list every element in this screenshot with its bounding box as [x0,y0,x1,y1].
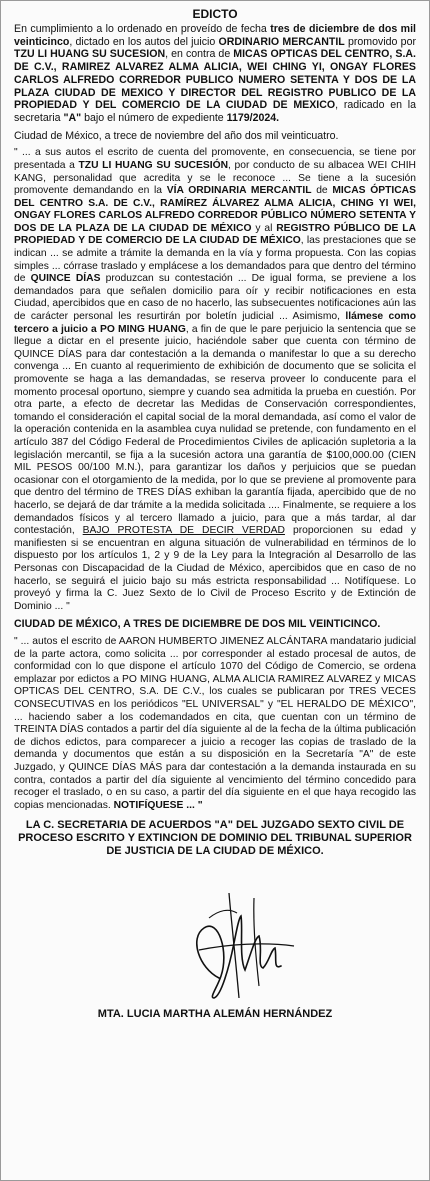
text-bold: TZU LI HUANG SU SUCESION [14,48,166,61]
text-bold: TZU LI HUANG SU SUCESIÓN [78,159,229,171]
text-bold: NOTIFÍQUESE ... " [113,799,203,811]
text-segment: En cumplimiento a lo ordenado en proveído de fecha [14,23,271,35]
text-segment: bajo el número de expediente [81,111,227,124]
text-segment: , en contra de [165,48,234,61]
text-segment: , por conducto de su albacea WEI CHIH KANG, personalidad que acredita y se le reconoce ... Se tiene a la sucesión promovente demandando en la [14,159,416,197]
text-underlined: BAJO PROTESTA DE DECIR VERDAD [82,525,285,537]
text-segment: , dictado en los autos del juicio [69,35,219,48]
text-bold: MICAS OPTICAS DEL CENTRO, S.A. DE C.V., RAMIREZ ALVAREZ ALMA ALICIA, WEI CHING YI, ONGAY FLORES CARLOS ALFREDO CORREDOR PUBLICO NUMERO SETENTA Y DOS DE LA PLAZA CIUDAD DE MEXICO Y DIRECTOR DEL REGISTRO PUBLICO DE LA PROPIEDAD Y DEL COMERCIO DE LA CIUDAD DE MEXICO [14,48,416,112]
edict-date-line: Ciudad de México, a trece de noviembre del año dos mil veinticuatro. [14,129,339,142]
edict-intro-paragraph [14,23,416,125]
text-segment: " ... a sus autos el escrito de cuenta del promovente, en consecuencia, se tiene por presentada a [14,147,416,171]
signature-block [14,858,416,1028]
text-bold: tres de diciembre de dos mil veinticinco [14,23,416,48]
text-segment: y al [251,222,277,234]
edict-order-paragraph [14,147,416,613]
text-segment: de [311,185,333,197]
text-bold: REGISTRO PÚBLICO DE LA PROPIEDAD Y DE COMERCIO DE LA CIUDAD DE MÉXICO [14,222,416,247]
text-bold: VÍA ORDINARIA MERCANTIL [166,185,312,197]
text-segment: proporcionen su edad y manifiesten si se encuentran en alguna situación de vulnerabilidad en términos de lo dispuesto por los artículos 1, 2 y 9 de la Ley para la Integración al Desarrollo de las Personas con Discapacidad de la Ciudad de México, apercibidos que en caso de no hacerlo, se seguirá el juicio bajo su más estricta responsabilidad ... Notifíquese. Lo proveyó y firma la C. Juez Sexto de lo Civil de Proceso Escrito y de Extinción de Dominio ... " [14,525,416,612]
text-segment: " ... autos el escrito de AARON HUMBERTO JIMENEZ ALCÁNTARA mandatario judicial de la parte actora, como solicita ... por corresponder al estado procesal de autos, de conformidad con lo que dispone el artículo 1070 del Código de Comercio, se ordena emplazar por edictos a PO MING HUANG, ALMA ALICIA RAMIREZ ALVAREZ y MICAS OPTICAS DEL CENTRO, S.A. DE C.V., los cuales se publicaran por TRES VECES CONSECUTIVAS en los periódicos "EL UNIVERSAL" y "EL HERALDO DE MÉXICO", ... haciendo saber a los codemandados en cita, que cuentan con un término de TREINTA DÍAS contados a partir del día siguiente al de la fecha de la última publicación de dichos edictos, para comparecer a juicio a recoger las copias de traslado de la demanda y documentos que están a su disposición en la Secretaría "A" de este Juzgado, y QUINCE DÍAS MÁS para dar contestación a la demanda instaurada en su contra, contados a partir del día siguiente al vencimiento del término concedido para recoger el traslado, o en su caso, a partir del día siguiente en el que haya recogido las copias mencionadas. [14,636,416,811]
text-bold: "A" [63,111,82,124]
edict-summons-paragraph [14,636,416,812]
text-bold: ORDINARIO MERCANTIL [218,35,345,48]
secretary-title: LA C. SECRETARIA DE ACUERDOS "A" DEL JUZGADO SEXTO CIVIL DE PROCESO ESCRITO Y EXTINCION DE DOMINIO DEL TRIBUNAL SUPERIOR DE JUSTICIA DE LA CIUDAD DE MÉXICO. [18,819,412,857]
edict-second-date-line: CIUDAD DE MÉXICO, A TRES DE DICIEMBRE DE DOS MIL VEINTICINCO. [14,618,381,631]
text-bold: MICAS ÓPTICAS DEL CENTRO S.A. DE C.V., RAMÍREZ ÁLVAREZ ALMA ALICIA, CHING YI WEI, ONGAY FLORES CARLOS ALFREDO CORREDOR PÚBLICO NÚMERO SETENTA Y DOS DE LA PLAZA DE LA CIUDAD DE MÉXICO [14,185,416,234]
signer-name: MTA. LUCIA MARTHA ALEMÁN HERNÁNDEZ [97,1007,333,1020]
text-segment: promovido por [344,35,416,48]
edict-title: EDICTO [192,7,238,21]
text-bold: QUINCE DÍAS [30,273,101,285]
handwritten-signature-icon [159,858,309,1008]
text-segment: , a fin de que le pare perjuicio la sentencia que se llegue a dictar en el presente juicio, haciéndole saber que cuenta con término de QUINCE DÍAS para dar contestación a la demanda o manifestar lo que a su derecho convenga ... En cuanto al requerimiento de exhibición de documento que se solicita el promovente se haga a las demandadas, se reserva proveer lo conducente para el momento procesal oportuno, siempre y cuando sea admitida la prueba en cuestión. Por otra parte, a efecto de decretar las Medidas de Conservación correspondientes, tomando el consideración el capital social de la moral demandada, así como el valor de la operación contenida en la asamblea cuya nulidad se pretende, con fundamento en el artículo 387 del Código Federal de Procedimientos Civiles de aplicación supletoria a la legislación mercantil, se fija a la sucesión actora una garantía de $100,000.00 (CIEN MIL PESOS 00/100 M.N.), para garantizar los daños y perjuicios que se puedan ocasionar con el otorgamiento de la medida, por lo que se previene al promovente para que dentro del término de TRES DÍAS exhiban la garantía fijada, apercibido que de no hacerlo, se dejará de dar trámite a la medida solicitada .... Finalmente, se requiere a los demandados físicos y al tercero llamado a juicio, para que a más tardar, al dar contestación, [14,323,417,537]
text-bold: 1179/2024. [226,111,280,124]
text-segment: , radicado en la secretaria [14,99,416,124]
text-segment: , las prestaciones que se indican ... se admite a trámite la demanda en la vía y forma propuesta. Con las copias simples ... córrase traslado y emplácese a los demandados para que dentro del término de [14,235,416,285]
text-segment: produzcan su contestación ... De igual forma, se previene a los demandados para que señalen domicilio para oír y recibir notificaciones en esta Ciudad, apercibidos que en caso de no hacerlo, las subsecuentes notificaciones aún las de carácter personal les resurtirán por boletín judicial ... Asimismo, [14,273,416,323]
text-bold: llámese como tercero a juicio a PO MING HUANG [14,311,416,335]
